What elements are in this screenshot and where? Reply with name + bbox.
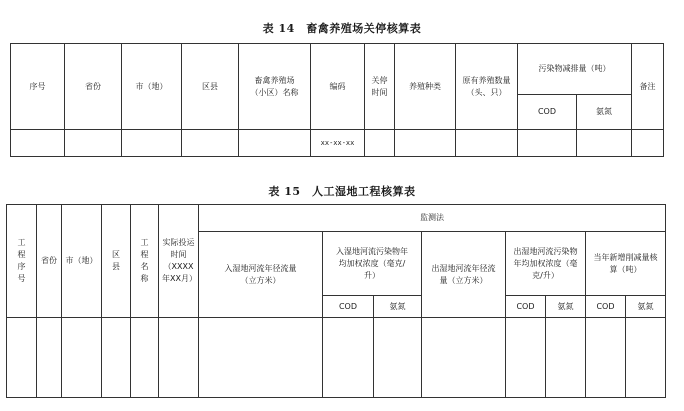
table15	[6, 204, 666, 398]
header-cod: COD	[518, 95, 577, 130]
header-reduction-cod: COD	[586, 296, 626, 318]
header-inflow-conc: 入湿地河流污染物年均加权浓度（毫克/升）	[323, 232, 422, 296]
cell	[586, 318, 626, 398]
header-project-seq: 工程序号	[7, 205, 37, 318]
cell	[62, 318, 102, 398]
cell-code: xx-xx-xx	[311, 130, 365, 157]
cell	[546, 318, 586, 398]
cell	[11, 130, 65, 157]
header-inflow-ammonia: 氨氮	[374, 296, 422, 318]
header-outflow-volume: 出湿地河流年径流量（立方米）	[422, 232, 506, 318]
cell	[37, 318, 62, 398]
cell	[577, 130, 632, 157]
cell	[626, 318, 666, 398]
cell	[506, 318, 546, 398]
header-outflow-ammonia: 氨氮	[546, 296, 586, 318]
header-inflow-volume: 入湿地河流年径流量（立方米）	[199, 232, 323, 318]
table15-title: 表 15 人工湿地工程核算表	[268, 185, 416, 198]
header-reduction-ammonia: 氨氮	[626, 296, 666, 318]
header-city: 市（地）	[122, 44, 182, 130]
cell	[323, 318, 374, 398]
cell	[159, 318, 199, 398]
cell	[422, 318, 506, 398]
header-ammonia: 氨氮	[577, 95, 632, 130]
cell	[395, 130, 456, 157]
table-row	[11, 130, 664, 157]
header-outflow-cod: COD	[506, 296, 546, 318]
cell	[239, 130, 311, 157]
header-remark: 备注	[632, 44, 664, 130]
header-farm-name: 畜禽养殖场（小区）名称	[239, 44, 311, 130]
cell	[518, 130, 577, 157]
header-county: 区县	[182, 44, 239, 130]
header-pollutant-reduction: 污染物减排量（吨）	[518, 44, 632, 95]
header-county: 区县	[102, 205, 131, 318]
cell	[65, 130, 122, 157]
header-province: 省份	[65, 44, 122, 130]
header-original-stock: 原有养殖数量（头、只）	[456, 44, 518, 130]
cell	[199, 318, 323, 398]
cell	[102, 318, 131, 398]
header-seq: 序号	[11, 44, 65, 130]
table14	[10, 43, 664, 157]
header-city: 市（地）	[62, 205, 102, 318]
header-outflow-conc: 出湿地河流污染物年均加权浓度（毫克/升）	[506, 232, 586, 296]
cell	[131, 318, 159, 398]
header-new-reduction: 当年新增削减量核算（吨）	[586, 232, 666, 296]
cell	[7, 318, 37, 398]
table14-title: 表 14 畜禽养殖场关停核算表	[262, 22, 422, 35]
header-code: 编码	[311, 44, 365, 130]
header-project-name: 工程名称	[131, 205, 159, 318]
header-close-time: 关停时间	[365, 44, 395, 130]
header-op-time: 实际投运时间（XXXX年XX月）	[159, 205, 199, 318]
cell	[122, 130, 182, 157]
header-inflow-cod: COD	[323, 296, 374, 318]
cell	[374, 318, 422, 398]
cell	[456, 130, 518, 157]
header-species: 养殖种类	[395, 44, 456, 130]
cell	[182, 130, 239, 157]
cell	[365, 130, 395, 157]
table-row	[7, 318, 666, 398]
header-monitoring: 监测法	[199, 205, 666, 232]
cell	[632, 130, 664, 157]
header-province: 省份	[37, 205, 62, 318]
